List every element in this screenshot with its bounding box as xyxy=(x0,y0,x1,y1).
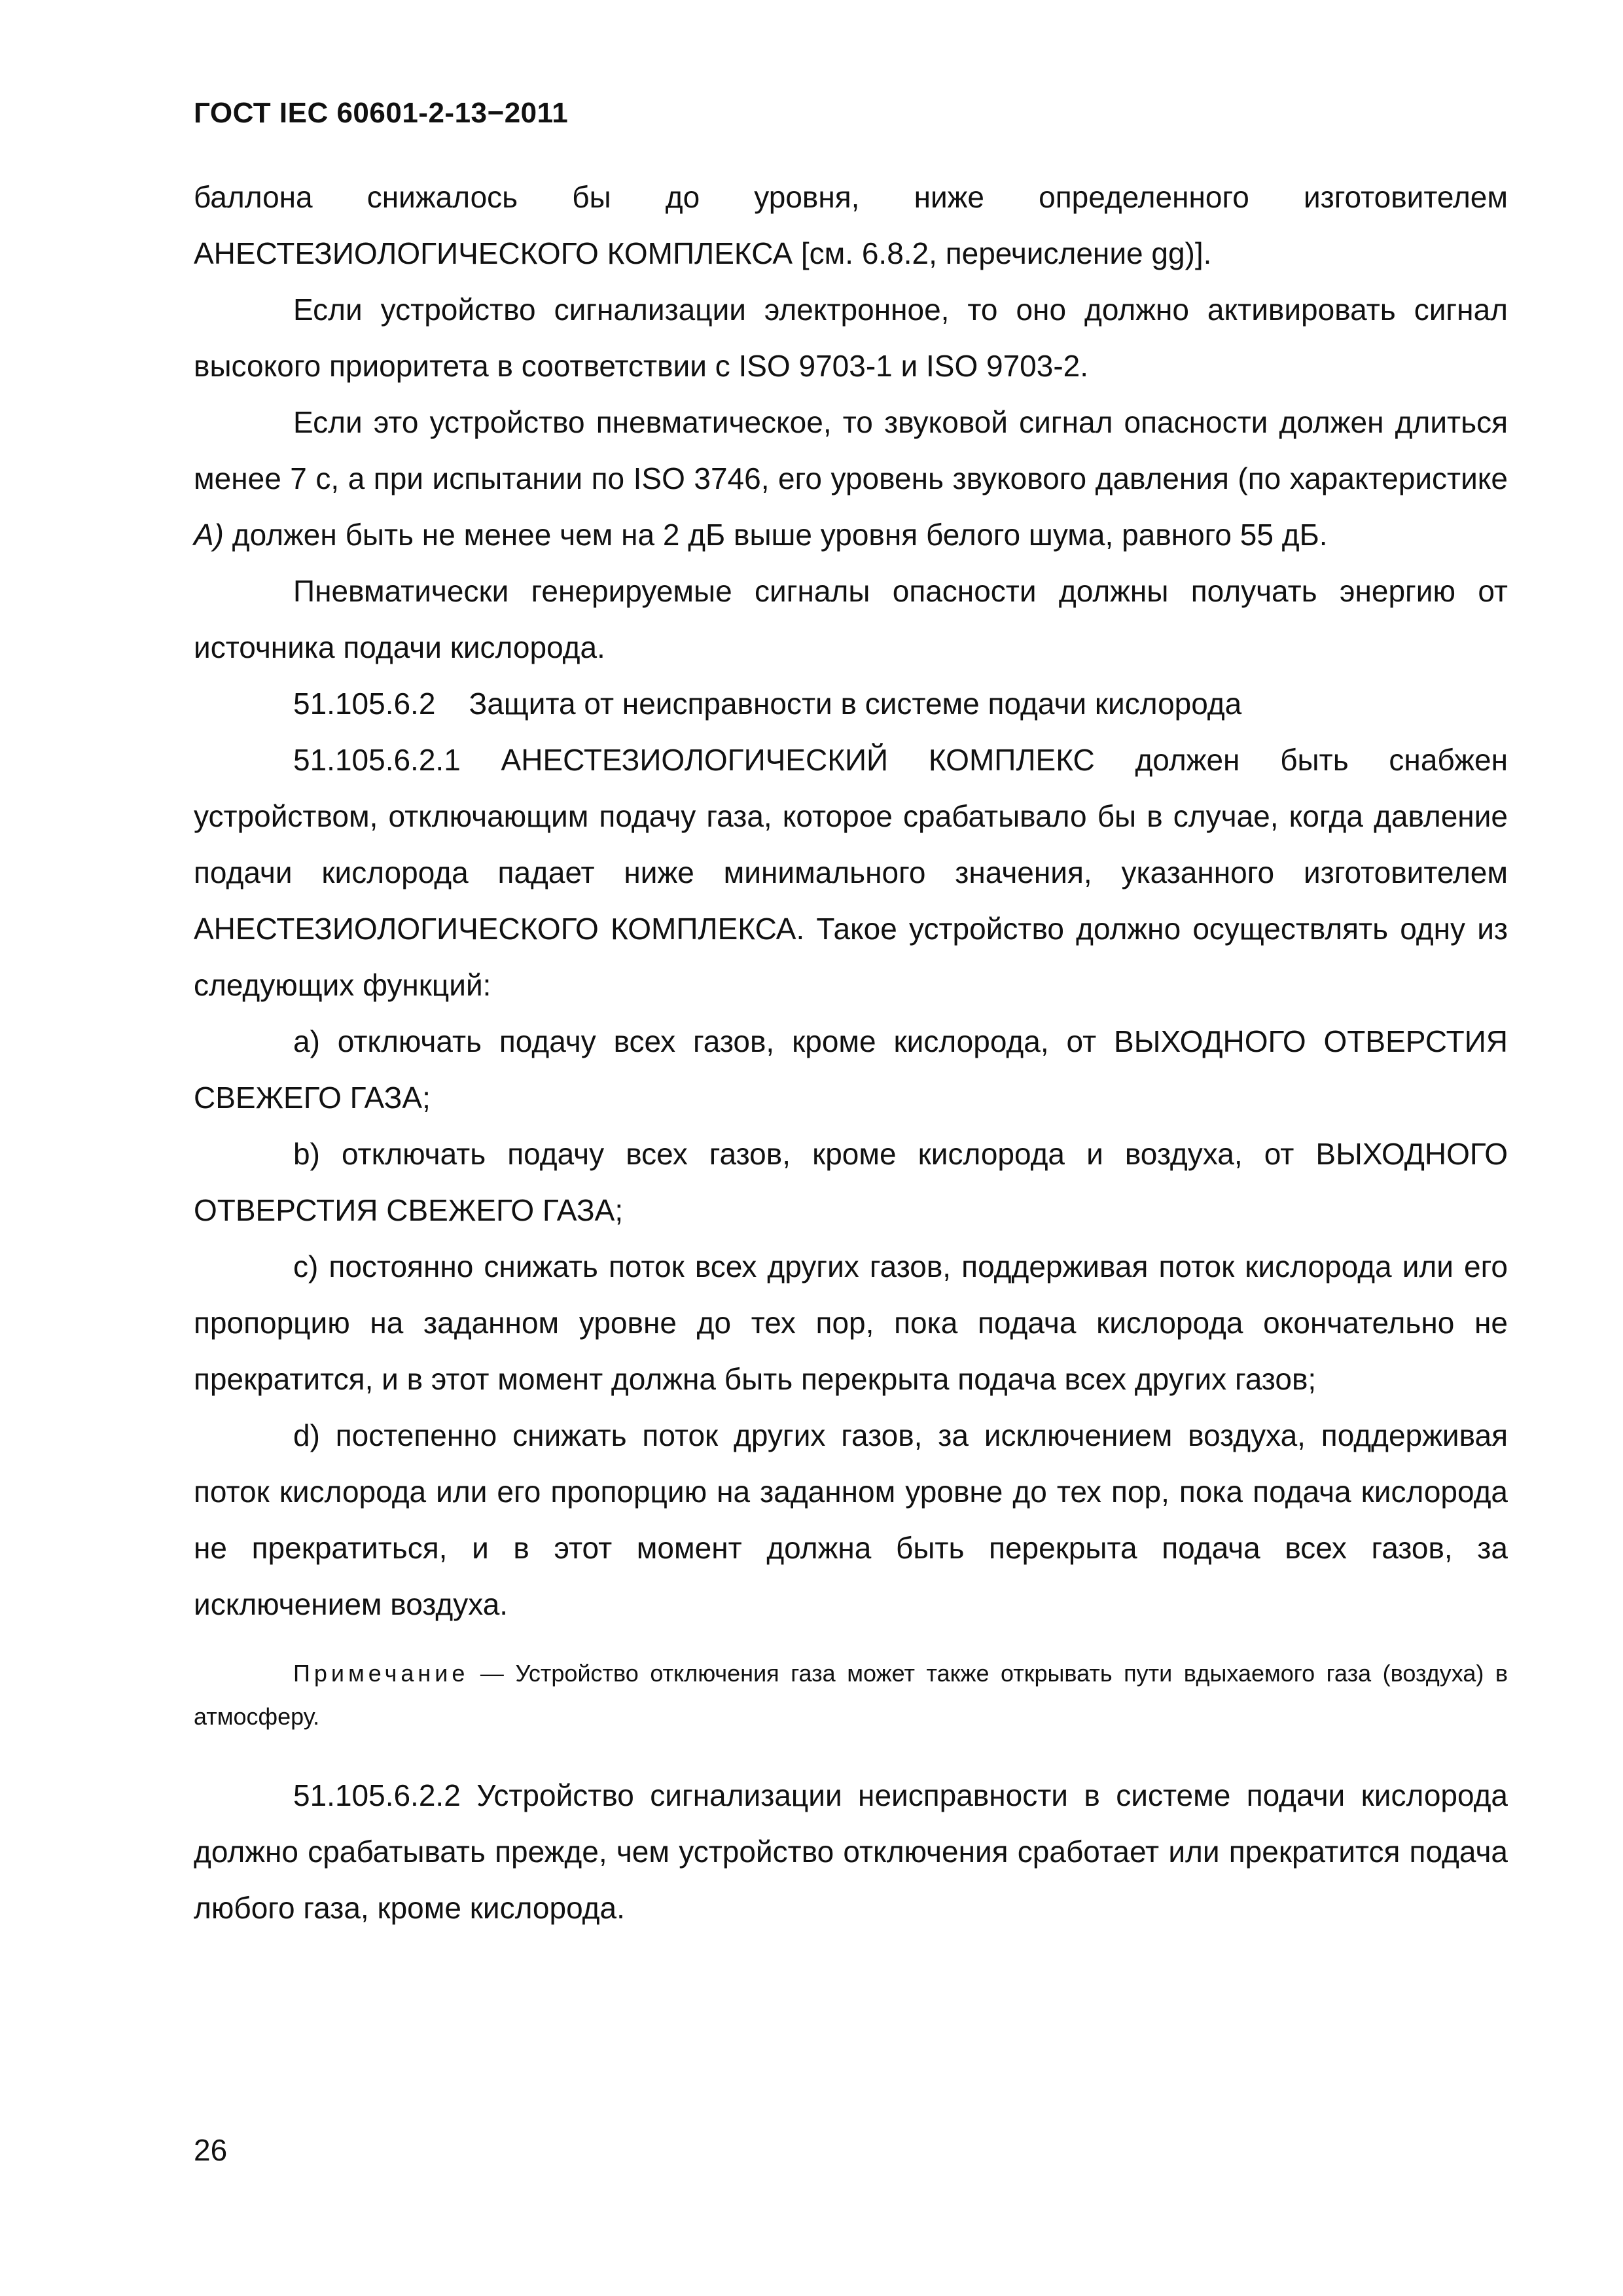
list-item-b: b) отключать подачу всех газов, кроме кислорода и воздуха, от ВЫХОДНОГО ОТВЕРСТИЯ СВЕЖЕГО ГАЗА; xyxy=(194,1137,1508,1227)
list-item-c: c) постоянно снижать поток всех других газов, поддерживая поток кислорода или его пропорцию на заданном уровне до тех пор, пока подача кислорода окончательно не прекратится, и в этот момент должна быть перекрыта подача всех других газов; xyxy=(194,1249,1508,1396)
paragraph-51-105-6-2-2: 51.105.6.2.2 Устройство сигнализации неисправности в системе подачи кислорода должно срабатывать прежде, чем устройство отключения сработает или прекратится подача любого газа, кроме кислорода. xyxy=(194,1778,1508,1925)
paragraph-pneumatic-alarm-part2: должен быть не менее чем на 2 дБ выше уровня белого шума, равного 55 дБ. xyxy=(224,518,1328,552)
paragraph-pneumatic-energy: Пневматически генерируемые сигналы опасности должны получать энергию от источника подачи кислорода. xyxy=(194,574,1508,664)
section-heading-51-105-6-2: 51.105.6.2 Защита от неисправности в системе подачи кислорода xyxy=(293,687,1242,721)
document-body xyxy=(194,169,1508,1936)
paragraph-pneumatic-alarm-part1: Если это устройство пневматическое, то звуковой сигнал опасности должен длиться менее 7 с, а при испытании по ISO 3746, его уровень звукового давления (по характеристике xyxy=(194,405,1508,495)
document-header-title: ГОСТ IEC 60601-2-13−2011 xyxy=(194,97,569,129)
list-item-a: a) отключать подачу всех газов, кроме кислорода, от ВЫХОДНОГО ОТВЕРСТИЯ СВЕЖЕГО ГАЗА; xyxy=(194,1024,1508,1115)
paragraph-pneumatic-alarm xyxy=(194,394,1508,563)
paragraph-electronic-alarm: Если устройство сигнализации электронное, то оно должно активировать сигнал высокого приоритета в соответствии с ISO 9703-1 и ISO 9703-2. xyxy=(194,293,1508,383)
note xyxy=(194,1652,1508,1738)
list-item-d: d) постепенно снижать поток других газов, за исключением воздуха, поддерживая поток кислорода или его пропорцию на заданном уровне до тех пор, пока подача кислорода не прекратиться, и в этот момент должна быть перекрыта подача всех газов, за исключением воздуха. xyxy=(194,1418,1508,1621)
note-label: Примечание xyxy=(293,1660,469,1687)
paragraph-51-105-6-2-1: 51.105.6.2.1 АНЕСТЕЗИОЛОГИЧЕСКИЙ КОМПЛЕКС должен быть снабжен устройством, отключающим подачу газа, которое срабатывало бы в случае, когда давление подачи кислорода падает ниже минимального значения, указанного изготовителем АНЕСТЕЗИОЛОГИЧЕСКОГО КОМПЛЕКСА. Такое устройство должно осуществлять одну из следующих функций: xyxy=(194,743,1508,1002)
paragraph-continuation: баллона снижалось бы до уровня, ниже определенного изготовителем АНЕСТЕЗИОЛОГИЧЕСКОГО КОМПЛЕКСА [см. 6.8.2, перечисление gg)]. xyxy=(194,180,1508,270)
paragraph-pneumatic-alarm-italic: А) xyxy=(194,518,224,552)
page-number: 26 xyxy=(194,2133,228,2167)
note-text: — Устройство отключения газа может также открывать пути вдыхаемого газа (воздуха) в атмосферу. xyxy=(194,1660,1508,1730)
